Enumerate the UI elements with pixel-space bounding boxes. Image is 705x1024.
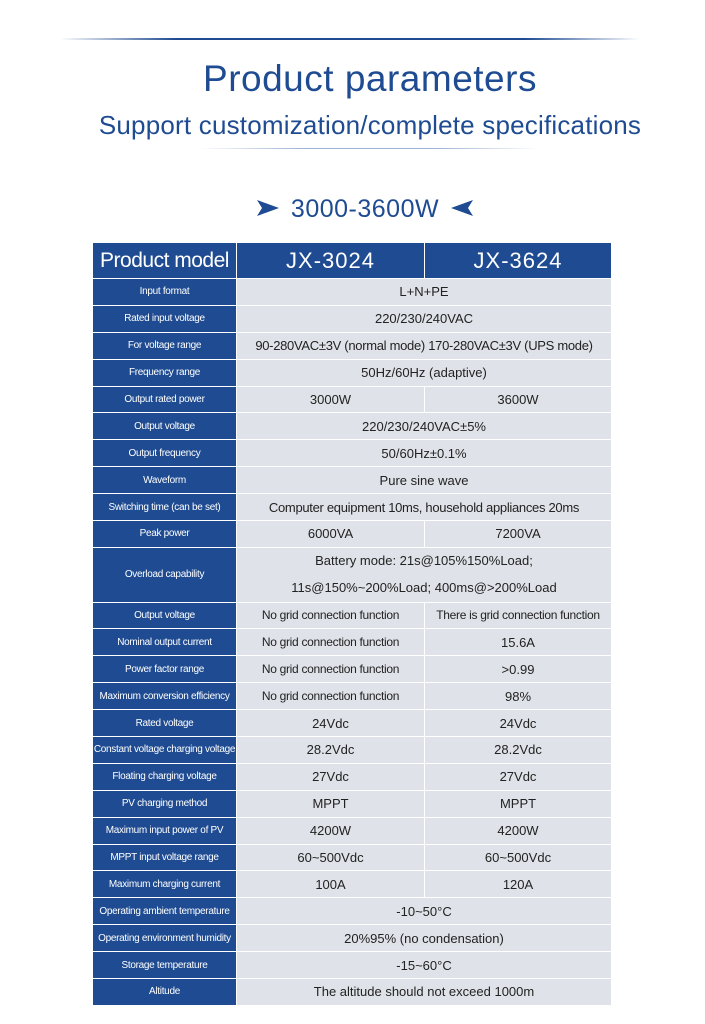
row-value-model-1: 28.2Vdc <box>237 736 425 763</box>
row-value-model-1: No grid connection function <box>237 629 425 656</box>
row-label: Power factor range <box>93 656 237 683</box>
table-row <box>93 925 612 952</box>
row-label: Maximum conversion efficiency <box>93 683 237 710</box>
row-value: 220/230/240VAC±5% <box>237 413 612 440</box>
row-label: MPPT input voltage range <box>93 844 237 871</box>
row-value-model-2: 15.6A <box>425 629 612 656</box>
table-row <box>93 898 612 925</box>
row-label: For voltage range <box>93 332 237 359</box>
row-value-model-2: 24Vdc <box>425 710 612 737</box>
row-value: 20%95% (no condensation) <box>237 925 612 952</box>
row-label: Output frequency <box>93 440 237 467</box>
row-label: Storage temperature <box>93 952 237 979</box>
table-row <box>93 763 612 790</box>
row-value-model-1: 60~500Vdc <box>237 844 425 871</box>
table-row <box>93 978 612 1005</box>
row-label: Output voltage <box>93 413 237 440</box>
power-range-heading <box>0 195 705 224</box>
row-value-model-2: 98% <box>425 683 612 710</box>
table-row <box>93 656 612 683</box>
row-value-model-2: 4200W <box>425 817 612 844</box>
row-value-line-2: 11s@150%~200%Load; 400ms@>200%Load <box>291 579 557 595</box>
row-value: 50Hz/60Hz (adaptive) <box>237 359 612 386</box>
row-value-model-1: No grid connection function <box>237 656 425 683</box>
row-value-model-2: >0.99 <box>425 656 612 683</box>
table-row <box>93 817 612 844</box>
subtitle-divider <box>200 148 540 149</box>
row-label: Output rated power <box>93 386 237 413</box>
row-value: -10~50°C <box>237 898 612 925</box>
row-label: Altitude <box>93 978 237 1005</box>
row-value-model-2: 7200VA <box>425 521 612 548</box>
row-label: PV charging method <box>93 790 237 817</box>
row-label: Peak power <box>93 521 237 548</box>
table-row <box>93 602 612 629</box>
page-subtitle: Support customization/complete specifications <box>98 110 642 140</box>
row-value-model-1: 100A <box>237 871 425 898</box>
table-row <box>93 413 612 440</box>
table-row <box>93 494 612 521</box>
row-value-model-2: 60~500Vdc <box>425 844 612 871</box>
table-row <box>93 790 612 817</box>
row-label: Nominal output current <box>93 629 237 656</box>
row-value-model-2: 120A <box>425 871 612 898</box>
table-row <box>93 547 612 602</box>
table-row <box>93 629 612 656</box>
table-row <box>93 279 612 306</box>
table-row <box>93 386 612 413</box>
row-label: Maximum input power of PV <box>93 817 237 844</box>
row-value-model-1: 4200W <box>237 817 425 844</box>
row-value-line-1: Battery mode: 21s@105%150%Load; <box>315 552 533 568</box>
row-value-model-1: 3000W <box>237 386 425 413</box>
row-label: Maximum charging current <box>93 871 237 898</box>
row-value <box>237 547 612 602</box>
header-model-2: JX-3624 <box>425 243 612 279</box>
row-label: Input format <box>93 279 237 306</box>
row-value-model-2: 28.2Vdc <box>425 736 612 763</box>
row-value-model-1: No grid connection function <box>237 683 425 710</box>
row-value: Pure sine wave <box>237 467 612 494</box>
row-label: Rated voltage <box>93 710 237 737</box>
table-row <box>93 359 612 386</box>
table-row <box>93 305 612 332</box>
row-value-model-2: 3600W <box>425 386 612 413</box>
row-value: 90-280VAC±3V (normal mode) 170-280VAC±3V (UPS mode) <box>237 332 612 359</box>
row-value-model-1: 6000VA <box>237 521 425 548</box>
top-divider <box>60 38 640 40</box>
row-label: Operating environment humidity <box>93 925 237 952</box>
row-label: Operating ambient temperature <box>93 898 237 925</box>
row-label: Switching time (can be set) <box>93 494 237 521</box>
row-value: 220/230/240VAC <box>237 305 612 332</box>
header-product-model: Product model <box>93 243 237 279</box>
row-label: Overload capability <box>93 547 237 602</box>
row-value: L+N+PE <box>237 279 612 306</box>
table-row <box>93 844 612 871</box>
table-row <box>93 952 612 979</box>
row-label: Waveform <box>93 467 237 494</box>
page-title: Product parameters <box>203 58 537 99</box>
row-label: Output voltage <box>93 602 237 629</box>
table-row <box>93 683 612 710</box>
row-value-model-2: MPPT <box>425 790 612 817</box>
row-value-model-2: 27Vdc <box>425 763 612 790</box>
table-row <box>93 736 612 763</box>
row-value-model-1: 24Vdc <box>237 710 425 737</box>
table-row <box>93 521 612 548</box>
row-value: 50/60Hz±0.1% <box>237 440 612 467</box>
row-label: Rated input voltage <box>93 305 237 332</box>
left-arrow-icon <box>449 198 475 218</box>
table-row <box>93 332 612 359</box>
right-arrow-icon <box>255 198 281 218</box>
row-label: Floating charging voltage <box>93 763 237 790</box>
row-label: Constant voltage charging voltage <box>93 736 237 763</box>
table-row <box>93 467 612 494</box>
table-row <box>93 871 612 898</box>
row-value-model-1: 27Vdc <box>237 763 425 790</box>
row-value-model-1: No grid connection function <box>237 602 425 629</box>
row-label: Frequency range <box>93 359 237 386</box>
table-row <box>93 440 612 467</box>
row-value: Computer equipment 10ms, household appliances 20ms <box>237 494 612 521</box>
table-row <box>93 710 612 737</box>
row-value: -15~60°C <box>237 952 612 979</box>
row-value: The altitude should not exceed 1000m <box>237 978 612 1005</box>
table-header-row <box>93 243 612 279</box>
header-model-1: JX-3024 <box>237 243 425 279</box>
power-range-label: 3000-3600W <box>290 195 440 223</box>
spec-table <box>92 242 612 1006</box>
row-value-model-2: There is grid connection function <box>425 602 612 629</box>
row-value-model-1: MPPT <box>237 790 425 817</box>
